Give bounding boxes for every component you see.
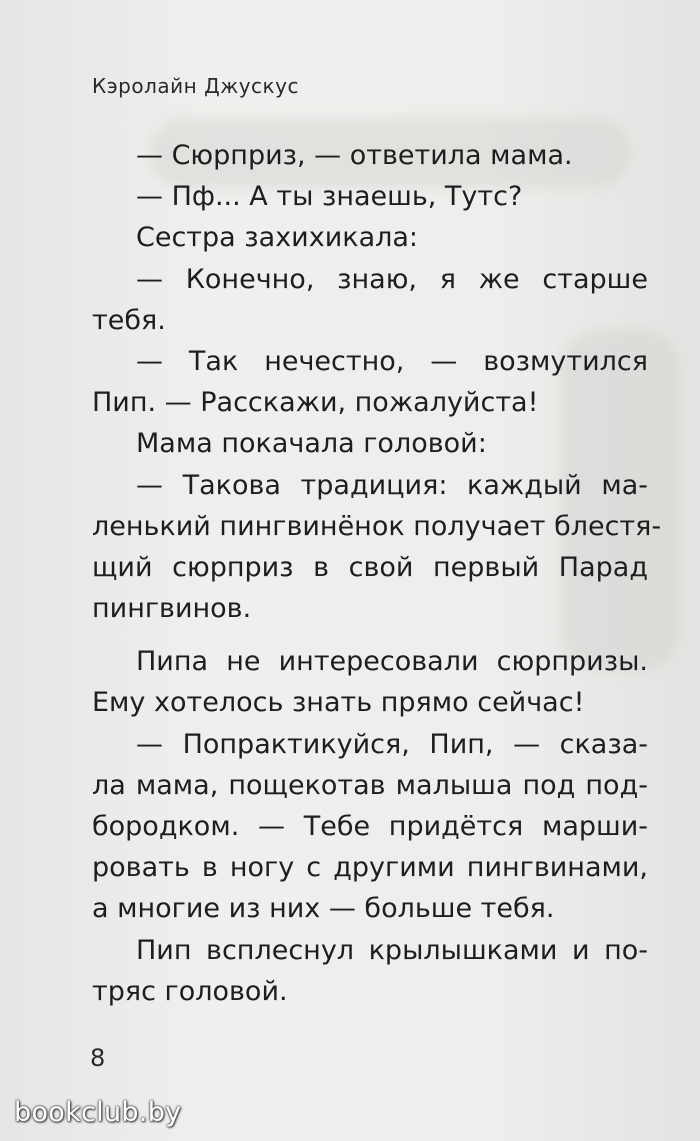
text-line: ла мама, пощекотав малыша под под-	[92, 769, 648, 801]
text-line: — Пф... А ты знаешь, Тутс?	[136, 181, 523, 213]
text-line: Пипа не интересовали сюрпризы.	[136, 646, 648, 678]
page-number: 8	[90, 1044, 106, 1072]
text-line: Мама покачала головой:	[136, 428, 487, 460]
text-line: — Конечно, знаю, я же старше	[136, 263, 648, 295]
body-text	[92, 135, 662, 1012]
text-line: Сестра захихикала:	[136, 222, 419, 254]
text-line: Пип всплеснул крылышками и по-	[136, 934, 648, 966]
running-header-author: Кэролайн Джускус	[92, 74, 299, 98]
text-line: пингвинов.	[92, 593, 252, 625]
text-line: ровать в ногу с другими пингвинами,	[92, 852, 648, 884]
text-line: а многие из них — больше тебя.	[92, 893, 555, 925]
text-line: тебя.	[92, 304, 166, 336]
text-line: — Такова традиция: каждый ма-	[136, 469, 648, 501]
text-line: щий сюрприз в свой первый Парад	[92, 551, 648, 583]
text-line: Пип. — Расскажи, пожалуйста!	[92, 387, 539, 419]
site-watermark: bookclub.by	[14, 1097, 182, 1128]
text-line: — Так нечестно, — возмутился	[136, 345, 648, 377]
text-line: Ему хотелось знать прямо сейчас!	[92, 687, 585, 719]
text-line: ленький пингвинёнок получает блестя-	[92, 510, 662, 542]
text-line: — Попрактикуйся, Пип, — сказа-	[136, 728, 648, 760]
text-line: бородком. — Тебе придётся марши-	[92, 811, 648, 842]
text-line: — Сюрприз, — ответила мама.	[136, 140, 573, 171]
text-line: тряс головой.	[92, 975, 288, 1007]
